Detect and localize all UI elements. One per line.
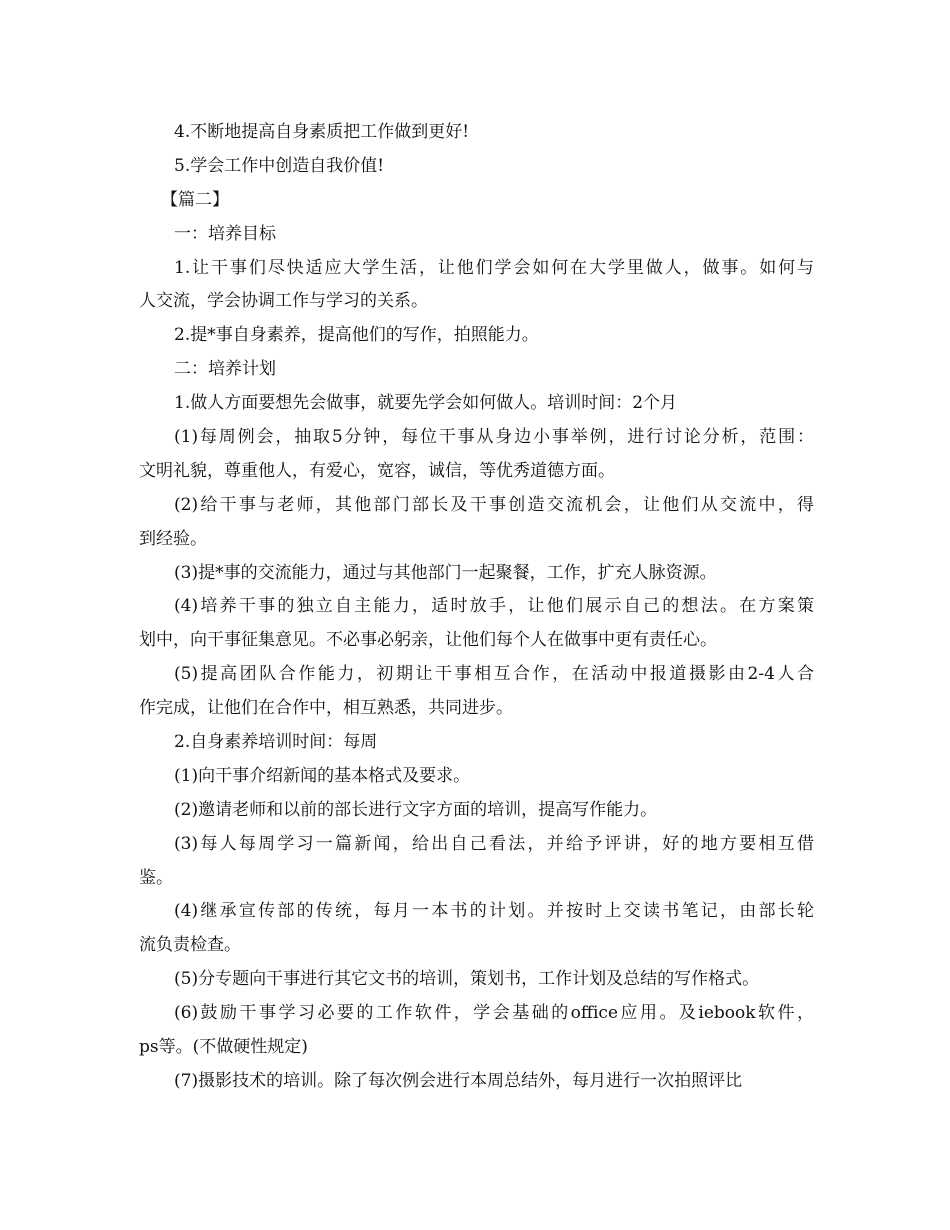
- section-heading: 【篇二】: [161, 189, 229, 210]
- paragraph-line: 鉴。: [139, 867, 173, 888]
- paragraph-line: (2)邀请老师和以前的部长进行文字方面的培训，提高写作能力。: [174, 799, 658, 820]
- paragraph-line: (3)提*事的交流能力，通过与其他部门一起聚餐，工作，扩充人脉资源。: [174, 562, 717, 583]
- paragraph-line: 人交流，学会协调工作与学习的关系。: [139, 291, 428, 312]
- paragraph-line: 作完成，让他们在合作中，相互熟悉，共同进步。: [139, 698, 513, 719]
- subheading-goals: 一：培养目标: [174, 223, 276, 244]
- paragraph-line: ps等。(不做硬性规定): [139, 1037, 308, 1058]
- document-body: [139, 116, 814, 1099]
- list-item-4: 4.不断地提高自身素质把工作做到更好!: [174, 122, 470, 142]
- paragraph-line: 划中，向干事征集意见。不必事必躬亲，让他们每个人在做事中更有责任心。: [139, 630, 717, 651]
- paragraph-line: (7)摄影技术的培训。除了每次例会进行本周总结外，每月进行一次拍照评比: [174, 1070, 743, 1091]
- paragraph-line: 1.让干事们尽快适应大学生活，让他们学会如何在大学里做人，做事。如何与: [174, 257, 814, 278]
- paragraph-line: 流负责检查。: [139, 935, 241, 956]
- list-item-5: 5.学会工作中创造自我价值!: [174, 155, 385, 176]
- paragraph-line: 到经验。: [139, 528, 207, 549]
- paragraph-line: (6)鼓励干事学习必要的工作软件，学会基础的office应用。及iebook软件，: [174, 1003, 814, 1024]
- paragraph-line: 2.自身素养培训时间：每周: [174, 732, 378, 753]
- paragraph-line: (4)培养干事的独立自主能力，适时放手，让他们展示自己的想法。在方案策: [174, 596, 814, 617]
- paragraph-line: 2.提*事自身素养，提高他们的写作，拍照能力。: [174, 325, 539, 346]
- paragraph-line: (3)每人每周学习一篇新闻，给出自己看法，并给予评讲，好的地方要相互借: [174, 833, 814, 854]
- paragraph-line: 1.做人方面要想先会做事，就要先学会如何做人。培训时间：2个月: [174, 393, 678, 414]
- paragraph-line: (1)每周例会，抽取5分钟，每位干事从身边小事举例，进行讨论分析，范围：: [174, 427, 814, 448]
- paragraph-line: (5)分专题向干事进行其它文书的培训，策划书，工作计划及总结的写作格式。: [174, 969, 760, 990]
- paragraph-line: (1)向干事介绍新闻的基本格式及要求。: [174, 765, 471, 786]
- paragraph-line: (2)给干事与老师，其他部门部长及干事创造交流机会，让他们从交流中，得: [174, 494, 814, 515]
- paragraph-line: (5)提高团队合作能力，初期让干事相互合作，在活动中报道摄影由2-4人合: [174, 664, 814, 685]
- paragraph-line: (4)继承宣传部的传统，每月一本书的计划。并按时上交读书笔记，由部长轮: [174, 901, 814, 922]
- subheading-plan: 二：培养计划: [174, 359, 276, 380]
- paragraph-line: 文明礼貌，尊重他人，有爱心，宽容，诚信，等优秀道德方面。: [139, 460, 615, 481]
